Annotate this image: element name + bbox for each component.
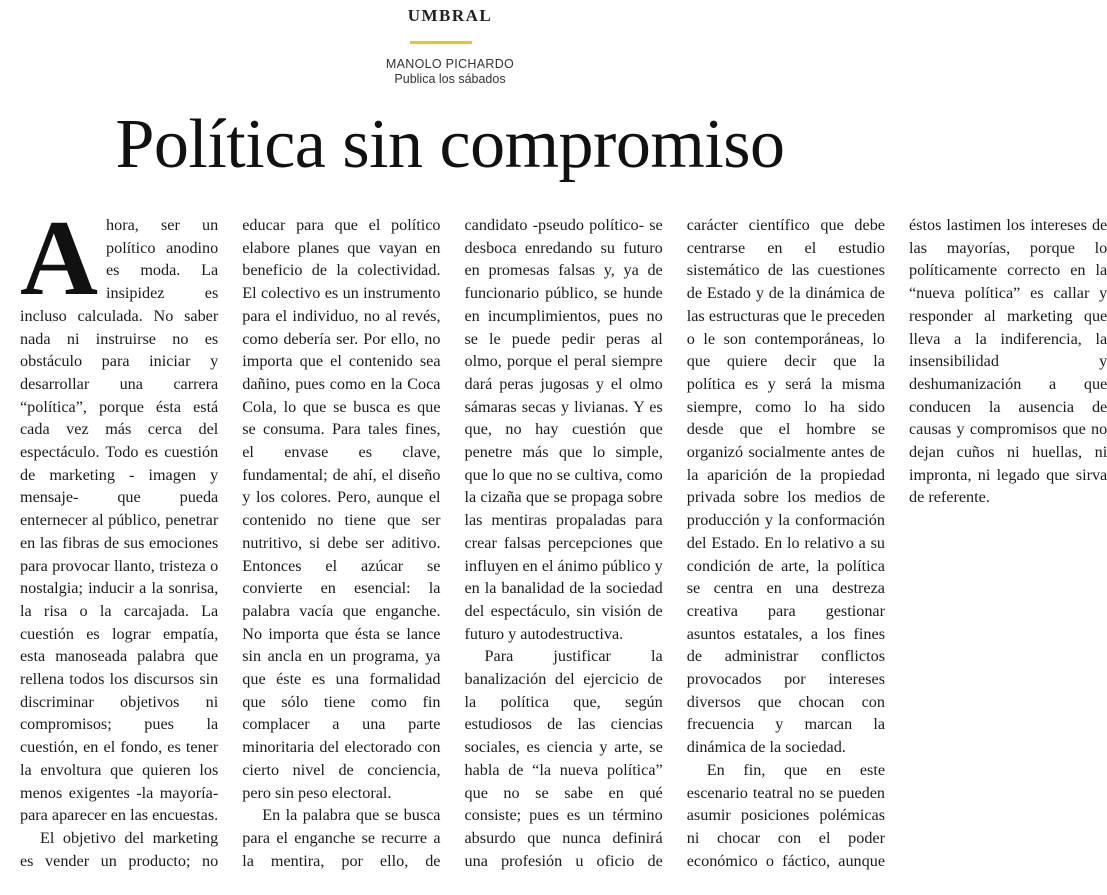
headline: Política sin compromiso xyxy=(115,106,785,183)
drop-cap: A xyxy=(20,199,98,318)
author-name: MANOLO PICHARDO xyxy=(385,57,515,71)
article-paragraph-3: En la palabra que se busca para el enganche se recurre a la mentira, por ello, de candidato -pseudo político- se desboca enredando su futuro en promesas falsas y, ya de funcionario público, se hunde en incumplimientos, pues no se le puede pedir peras al olmo, porque el peral siempre dará peras jugosas y el olmo sámaras secas y livianas. Y es que, no hay cuestión que penetre más que lo simple, que lo que no se cultiva, como la cizaña que se propaga sobre las mentiras propaladas para crear falsas percepciones que influyen en el ánimo público y en la banalidad de la sociedad del espectáculo, sin visión de futuro y autodestructiva. xyxy=(242,216,663,870)
article-paragraph-4: Para justificar la banalización del ejercicio de la política que, según estudiosos de las ciencias sociales, es ciencia y arte, se habla de “la nueva política” que no se sabe en qué consiste; pues es un término absurdo que nunca definirá una profesión u oficio de carácter científico que debe centrarse en el estudio sistemático de las cuestiones de Estado y de la dinámica de las estructuras que le preceden o le son contemporáneas, lo que quiere decir que la política es y será la misma siempre, como lo ha sido desde que el hombre se organizó socialmente antes de la aparición de la propiedad privada sobre los medios de producción y la conformación del Estado. En lo relativo a su condición de arte, la política se centra en una destreza creativa para gestionar asuntos estatales, a los fines de administrar conflictos provocados por intereses diversos que chocan con frecuencia y marcan la dinámica de la sociedad. xyxy=(464,216,885,870)
article-body xyxy=(20,199,1107,884)
article-paragraph-2: El objetivo del marketing es vender un producto; no educar para que el político elabore planes que vayan en beneficio de la colectividad. El colectivo es un instrumento para el individuo, no al revés, como debería ser. Por ello, no importa que el contenido sea dañino, pues como en la Coca Cola, lo que se busca es que se consuma. Para tales fines, el envase es clave, fundamental; de ahí, el diseño y los colores. Pero, aunque el contenido no tiene que ser nutritivo, si debe ser aditivo. Entonces el azúcar se convierte en esencial: la palabra vacía que enganche. No importa que ésta se lance sin ancla en un programa, ya que éste es una formalidad que sólo tiene como fin complacer a una parte minoritaria del electorado con cierto nivel de conciencia, pero sin peso electoral. xyxy=(20,216,441,870)
section-label: UMBRAL xyxy=(407,6,493,25)
article-paragraph-5: En fin, que en este escenario teatral no se pueden asumir posiciones polémicas ni chocar con el poder económico o fáctico, aunque éstos lastimen los intereses de las mayorías, porque lo políticamente correcto en la “nueva política” es callar y responder al marketing que lleva a la indiferencia, la insensibilidad y deshumanización a que conducen la ausencia de causas y compromisos que no dejan cuños ni huellas, ni impronta, ni legado que sirva de referente. xyxy=(686,216,1107,870)
article-paragraph-1 xyxy=(20,199,219,827)
accent-rule xyxy=(410,41,472,44)
paragraph-1-text: hora, ser un político anodino es moda. La insipidez es incluso calculada. No saber nada ni instruirse no es obstáculo para iniciar y desarrollar una carrera “política”, porque ésta está cada vez más cerca del espectáculo. Todo es cuestión de marketing - imagen y mensaje- que pueda enternecer al público, penetrar en las fibras de sus emociones para provocar llanto, tristeza o nostalgia; inducir a la sonrisa, la risa o la carcajada. La cuestión es lograr empatía, esta manoseada palabra que rellena todos los discursos sin discriminar objetivos ni compromisos; pues la cuestión, en el fondo, es tener la envoltura que quieren los menos exigentes -la mayoría- para aparecer en las encuestas. xyxy=(20,216,219,825)
publication-frequency: Publica los sábados xyxy=(394,72,506,86)
